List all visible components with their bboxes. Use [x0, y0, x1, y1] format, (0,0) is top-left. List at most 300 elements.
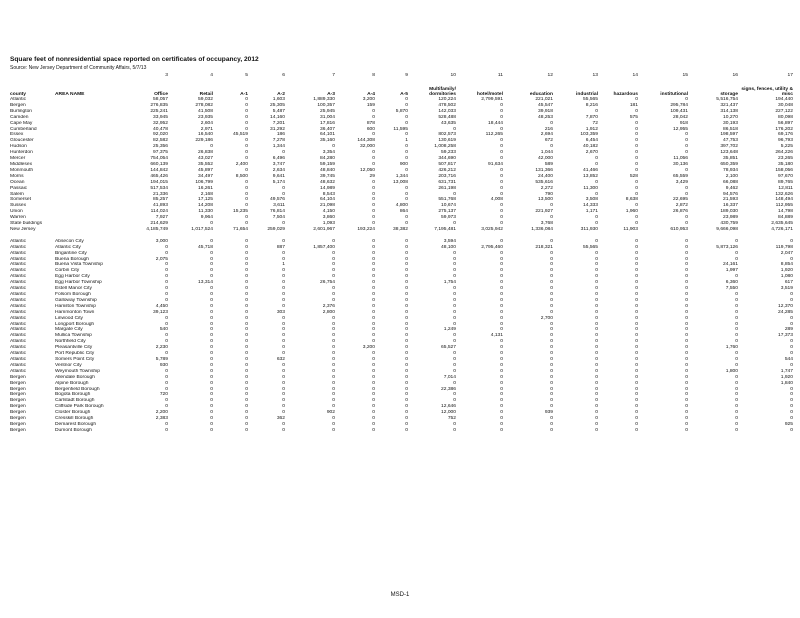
value-cell: 0 — [245, 356, 248, 362]
value-cell: 544 — [784, 356, 793, 362]
value-cell: 278,082 — [195, 102, 213, 108]
value-cell: 218,321 — [535, 244, 553, 250]
value-cell: 0 — [453, 398, 456, 404]
value-cell: 186 — [276, 132, 285, 138]
value-cell: 0 — [735, 238, 738, 244]
value-cell: 0 — [595, 280, 598, 286]
value-cell: 362 — [276, 416, 285, 422]
value-cell: 0 — [500, 262, 503, 268]
value-cell: 0 — [685, 303, 688, 309]
municipality-row — [10, 428, 793, 434]
value-cell: 650,359 — [720, 161, 738, 167]
value-cell: 0 — [210, 327, 213, 333]
value-cell: 321,437 — [720, 102, 738, 108]
value-cell: 3,747 — [272, 161, 285, 167]
value-cell: 0 — [210, 421, 213, 427]
value-cell: 0 — [635, 303, 638, 309]
column-header: education — [529, 91, 553, 97]
area-name-cell: Somers Point City — [55, 356, 95, 362]
value-cell: 0 — [595, 215, 598, 221]
value-cell: 0 — [372, 327, 375, 333]
value-cell: 0 — [635, 268, 638, 274]
value-cell: 0 — [405, 427, 408, 433]
value-cell: 0 — [332, 238, 335, 244]
county-cell: Atlantic — [10, 280, 27, 286]
value-cell: 0 — [372, 386, 375, 392]
area-name-cell: Buena Borough — [55, 256, 89, 262]
value-cell: 86,518 — [723, 126, 738, 132]
value-cell: 41,508 — [198, 108, 213, 114]
value-cell: 2,230 — [155, 345, 168, 351]
value-cell: 94,576 — [723, 191, 738, 197]
value-cell: 64,104 — [320, 197, 335, 203]
area-name-cell: Bogota Borough — [55, 392, 91, 398]
value-cell: 0 — [405, 356, 408, 362]
value-cell: 229,186 — [195, 138, 213, 144]
county-cell: Warren — [10, 215, 26, 221]
value-cell: 1,889,330 — [313, 97, 335, 102]
value-cell: 0 — [245, 421, 248, 427]
value-cell: 1,920 — [780, 374, 793, 380]
value-cell: 35,851 — [723, 156, 738, 162]
value-cell: 0 — [595, 256, 598, 262]
value-cell: 0 — [210, 297, 213, 303]
area-name-cell: Linwood City — [55, 315, 83, 321]
value-cell: 0 — [245, 191, 248, 197]
value-cell: 0 — [405, 268, 408, 274]
value-cell: 0 — [500, 280, 503, 286]
value-cell: 12,811 — [778, 185, 793, 191]
value-cell: 0 — [735, 309, 738, 315]
value-cell: 295,784 — [670, 102, 688, 108]
value-cell: 144,842 — [150, 167, 168, 173]
value-cell: 0 — [635, 191, 638, 197]
value-cell: 0 — [245, 215, 248, 221]
value-cell: 0 — [635, 161, 638, 167]
value-cell: 0 — [210, 410, 213, 416]
value-cell: 0 — [685, 292, 688, 297]
value-cell: 0 — [685, 374, 688, 380]
value-cell: 2,601,967 — [313, 226, 335, 232]
value-cell: 617 — [784, 280, 793, 286]
column-number: 10 — [450, 73, 456, 78]
value-cell: 0 — [550, 333, 553, 339]
value-cell: 0 — [372, 368, 375, 374]
value-cell: 1,093 — [322, 221, 335, 227]
area-name-cell: Hammonton Town — [55, 309, 95, 315]
value-cell: 0 — [282, 292, 285, 297]
value-cell: 5,873,126 — [716, 244, 738, 250]
value-cell: 0 — [245, 120, 248, 126]
value-cell: 97,670 — [778, 173, 793, 179]
county-cell: Essex — [10, 132, 24, 138]
value-cell: 0 — [282, 250, 285, 256]
area-name-cell: Atlantic City — [55, 244, 81, 250]
value-cell: 589 — [544, 161, 553, 167]
value-cell: 0 — [550, 286, 553, 292]
value-cell: 0 — [500, 167, 503, 173]
county-cell: Atlantic — [10, 362, 27, 368]
value-cell: 0 — [550, 351, 553, 357]
value-cell: 0 — [635, 138, 638, 144]
value-cell: 35,160 — [320, 138, 335, 144]
value-cell: 0 — [500, 327, 503, 333]
value-cell: 8,500 — [235, 173, 248, 179]
value-cell: 0 — [332, 339, 335, 345]
value-cell: 189,030 — [720, 209, 738, 215]
value-cell: 0 — [453, 351, 456, 357]
value-cell: 4,450 — [155, 303, 168, 309]
value-cell: 132,626 — [775, 191, 793, 197]
column-header: Office — [154, 91, 168, 97]
value-cell: 0 — [210, 262, 213, 268]
value-cell: 0 — [685, 421, 688, 427]
county-cell: Cumberland — [10, 126, 37, 132]
value-cell: 0 — [372, 203, 375, 209]
value-cell: 0 — [790, 297, 793, 303]
value-cell: 0 — [210, 144, 213, 150]
value-cell: 0 — [282, 404, 285, 410]
value-cell: 2,100 — [725, 173, 738, 179]
value-cell: 0 — [790, 362, 793, 368]
area-name-cell: Mullica Township — [55, 333, 92, 339]
value-cell: 0 — [685, 97, 688, 102]
value-cell: 0 — [550, 250, 553, 256]
value-cell: 0 — [550, 356, 553, 362]
value-cell: 264,226 — [775, 150, 793, 156]
value-cell: 0 — [685, 410, 688, 416]
value-cell: 9,666,098 — [716, 226, 738, 232]
value-cell: 0 — [405, 392, 408, 398]
value-cell: 902 — [326, 410, 335, 416]
value-cell: 0 — [500, 321, 503, 327]
value-cell: 900 — [399, 161, 408, 167]
value-cell: 0 — [635, 345, 638, 351]
value-cell: 0 — [550, 280, 553, 286]
value-cell: 30,048 — [778, 102, 793, 108]
value-cell: 0 — [500, 144, 503, 150]
value-cell: 2,670 — [585, 150, 598, 156]
county-cell: Bergen — [10, 404, 26, 410]
value-cell: 311,930 — [580, 226, 598, 232]
value-cell: 0 — [453, 250, 456, 256]
value-cell: 0 — [405, 327, 408, 333]
value-cell: 0 — [332, 256, 335, 262]
value-cell: 0 — [500, 374, 503, 380]
value-cell: 216 — [544, 126, 553, 132]
county-cell: Atlantic — [10, 303, 27, 309]
value-cell: 5,870 — [395, 108, 408, 114]
value-cell: 0 — [405, 286, 408, 292]
value-cell: 85,257 — [153, 197, 168, 203]
area-name-cell: Longport Borough — [55, 321, 95, 327]
value-cell: 130,619 — [438, 138, 456, 144]
area-name-cell: Hamilton Township — [55, 303, 96, 309]
value-cell: 0 — [685, 167, 688, 173]
value-cell: 0 — [165, 404, 168, 410]
value-cell: 112,955 — [775, 203, 793, 209]
value-cell: 0 — [453, 126, 456, 132]
value-cell: 3,611 — [273, 203, 285, 209]
value-cell: 0 — [735, 374, 738, 380]
value-cell: 0 — [735, 333, 738, 339]
value-cell: 0 — [332, 286, 335, 292]
value-cell: 0 — [453, 380, 456, 386]
value-cell: 0 — [635, 416, 638, 422]
value-cell: 84,889 — [778, 215, 793, 221]
value-cell: 0 — [685, 185, 688, 191]
value-cell: 0 — [685, 250, 688, 256]
value-cell: 0 — [165, 380, 168, 386]
value-cell: 0 — [790, 238, 793, 244]
value-cell: 0 — [245, 427, 248, 433]
value-cell: 0 — [635, 280, 638, 286]
value-cell: 0 — [735, 321, 738, 327]
value-cell: 42,000 — [538, 156, 553, 162]
area-name-cell: Absecon City — [55, 238, 84, 244]
value-cell: 0 — [550, 368, 553, 374]
value-cell: 0 — [372, 274, 375, 280]
value-cell: 0 — [550, 339, 553, 345]
value-cell: 925 — [784, 421, 793, 427]
value-cell: 0 — [500, 126, 503, 132]
value-cell: 0 — [405, 185, 408, 191]
value-cell: 0 — [245, 374, 248, 380]
value-cell: 58,057 — [153, 97, 168, 102]
value-cell: 0 — [405, 303, 408, 309]
value-cell: 1 — [282, 262, 285, 268]
value-cell: 0 — [372, 280, 375, 286]
value-cell: 0 — [735, 362, 738, 368]
value-cell: 0 — [790, 404, 793, 410]
value-cell: 0 — [595, 292, 598, 297]
county-cell: New Jersey — [10, 226, 36, 232]
value-cell: 0 — [332, 374, 335, 380]
value-cell: 0 — [550, 215, 553, 221]
value-cell: 1,080 — [780, 274, 793, 280]
value-cell: 0 — [165, 368, 168, 374]
column-header: hotel/motel — [476, 91, 503, 97]
value-cell: 0 — [282, 351, 285, 357]
value-cell: 0 — [282, 238, 285, 244]
value-cell: 0 — [210, 351, 213, 357]
value-cell: 0 — [405, 274, 408, 280]
value-cell: 0 — [500, 398, 503, 404]
value-cell: 0 — [405, 262, 408, 268]
value-cell: 0 — [685, 321, 688, 327]
column-header: Multifamily/ dormitories — [429, 86, 456, 97]
value-cell: 4,185,749 — [146, 226, 168, 232]
value-cell: 0 — [210, 345, 213, 351]
value-cell: 0 — [245, 114, 248, 120]
value-cell: 0 — [595, 309, 598, 315]
column-number: 14 — [632, 73, 638, 78]
value-cell: 7,201 — [272, 120, 285, 126]
value-cell: 0 — [500, 191, 503, 197]
column-number: 11 — [497, 73, 503, 78]
value-cell: 0 — [332, 321, 335, 327]
column-number: 4 — [210, 73, 213, 78]
value-cell: 0 — [372, 150, 375, 156]
value-cell: 0 — [405, 215, 408, 221]
value-cell: 4,800 — [395, 203, 408, 209]
value-cell: 0 — [550, 427, 553, 433]
value-cell: 0 — [405, 362, 408, 368]
value-cell: 1,017,524 — [191, 226, 213, 232]
value-cell: 0 — [595, 221, 598, 227]
value-cell: 0 — [210, 362, 213, 368]
value-cell: 0 — [453, 321, 456, 327]
county-cell: Atlantic — [10, 368, 27, 374]
value-cell: 14,798 — [778, 209, 793, 215]
value-cell: 0 — [550, 345, 553, 351]
value-cell: 0 — [245, 150, 248, 156]
county-cell: Passaic — [10, 185, 28, 191]
value-cell: 0 — [685, 297, 688, 303]
value-cell: 0 — [635, 203, 638, 209]
value-cell: 478,502 — [438, 102, 456, 108]
value-cell: 23,265 — [778, 156, 793, 162]
value-cell: 1,008,258 — [434, 144, 456, 150]
value-cell: 16,337 — [723, 203, 738, 209]
value-cell: 0 — [210, 303, 213, 309]
value-cell: 0 — [405, 256, 408, 262]
value-cell: 0 — [332, 362, 335, 368]
value-cell: 0 — [550, 421, 553, 427]
value-cell: 0 — [735, 250, 738, 256]
value-cell: 0 — [405, 144, 408, 150]
value-cell: 397,702 — [720, 144, 738, 150]
value-cell: 0 — [210, 427, 213, 433]
value-cell: 0 — [595, 156, 598, 162]
value-cell: 259,029 — [267, 226, 285, 232]
value-cell: 0 — [635, 404, 638, 410]
value-cell: 0 — [685, 274, 688, 280]
value-cell: 0 — [595, 356, 598, 362]
value-cell: 0 — [635, 262, 638, 268]
value-cell: 0 — [635, 167, 638, 173]
value-cell: 0 — [735, 292, 738, 297]
value-cell: 0 — [210, 374, 213, 380]
county-cell: Atlantic — [10, 244, 27, 250]
value-cell: 0 — [282, 339, 285, 345]
value-cell: 0 — [405, 167, 408, 173]
value-cell: 6,454 — [585, 138, 598, 144]
value-cell: 0 — [550, 327, 553, 333]
county-cell: Atlantic — [10, 297, 27, 303]
value-cell: 0 — [685, 416, 688, 422]
value-cell: 632 — [276, 356, 285, 362]
value-cell: 0 — [685, 333, 688, 339]
value-cell: 0 — [282, 368, 285, 374]
value-cell: 0 — [790, 386, 793, 392]
value-cell: 0 — [635, 179, 638, 185]
value-cell: 31,292 — [270, 126, 285, 132]
value-cell: 0 — [595, 351, 598, 357]
value-cell: 0 — [372, 374, 375, 380]
value-cell: 0 — [405, 380, 408, 386]
value-cell: 0 — [790, 351, 793, 357]
area-name-cell: Egg Harbor Township — [55, 280, 102, 286]
value-cell: 0 — [453, 356, 456, 362]
value-cell: 0 — [210, 221, 213, 227]
county-cell: Camden — [10, 114, 29, 120]
value-cell: 0 — [685, 368, 688, 374]
value-cell: 0 — [405, 404, 408, 410]
value-cell: 0 — [372, 268, 375, 274]
value-cell: 0 — [245, 167, 248, 173]
value-cell: 0 — [735, 339, 738, 345]
value-cell: 0 — [245, 221, 248, 227]
county-cell: Atlantic — [10, 327, 27, 333]
value-cell: 0 — [282, 185, 285, 191]
value-cell: 303 — [276, 309, 285, 315]
value-cell: 0 — [550, 386, 553, 392]
value-cell: 21,098 — [320, 203, 335, 209]
value-cell: 0 — [500, 256, 503, 262]
value-cell: 0 — [790, 427, 793, 433]
column-header: A-2 — [277, 91, 285, 97]
value-cell: 3,594 — [443, 238, 456, 244]
value-cell: 0 — [165, 321, 168, 327]
value-cell: 0 — [245, 238, 248, 244]
value-cell: 0 — [500, 250, 503, 256]
value-cell: 0 — [500, 221, 503, 227]
value-cell: 0 — [332, 292, 335, 297]
value-cell: 159 — [366, 102, 375, 108]
value-cell: 0 — [210, 380, 213, 386]
value-cell: 0 — [790, 315, 793, 321]
value-cell: 0 — [735, 351, 738, 357]
value-cell: 0 — [735, 410, 738, 416]
value-cell: 92,020 — [153, 132, 168, 138]
value-cell: 0 — [282, 297, 285, 303]
value-cell: 0 — [735, 421, 738, 427]
value-cell: 0 — [595, 421, 598, 427]
value-cell: 0 — [245, 156, 248, 162]
value-cell: 0 — [550, 274, 553, 280]
value-cell: 0 — [372, 404, 375, 410]
value-cell: 0 — [685, 262, 688, 268]
value-cell: 214,629 — [150, 221, 168, 227]
value-cell: 48,100 — [441, 244, 456, 250]
area-name-cell: Allendale Borough — [55, 374, 95, 380]
county-cell: Gloucester — [10, 138, 34, 144]
value-cell: 96,793 — [778, 138, 793, 144]
value-cell: 22,386 — [441, 386, 456, 392]
value-cell: 289 — [784, 327, 793, 333]
value-cell: 0 — [685, 256, 688, 262]
value-cell: 0 — [372, 161, 375, 167]
county-cell: Bergen — [10, 380, 26, 386]
value-cell: 0 — [453, 392, 456, 398]
value-cell: 30,136 — [673, 161, 688, 167]
value-cell: 0 — [635, 144, 638, 150]
occupancy-table — [10, 73, 793, 434]
area-name-cell: Cresskill Borough — [55, 416, 94, 422]
value-cell: 0 — [453, 286, 456, 292]
value-cell: 0 — [595, 108, 598, 114]
value-cell: 9,964 — [200, 215, 213, 221]
value-cell: 0 — [790, 256, 793, 262]
value-cell: 82,582 — [153, 138, 168, 144]
value-cell: 5,789 — [155, 356, 168, 362]
municipality-section — [10, 239, 793, 434]
area-name-cell: Dumont Borough — [55, 427, 92, 433]
value-cell: 0 — [685, 404, 688, 410]
value-cell: 930 — [159, 362, 168, 368]
value-cell: 56,897 — [778, 120, 793, 126]
